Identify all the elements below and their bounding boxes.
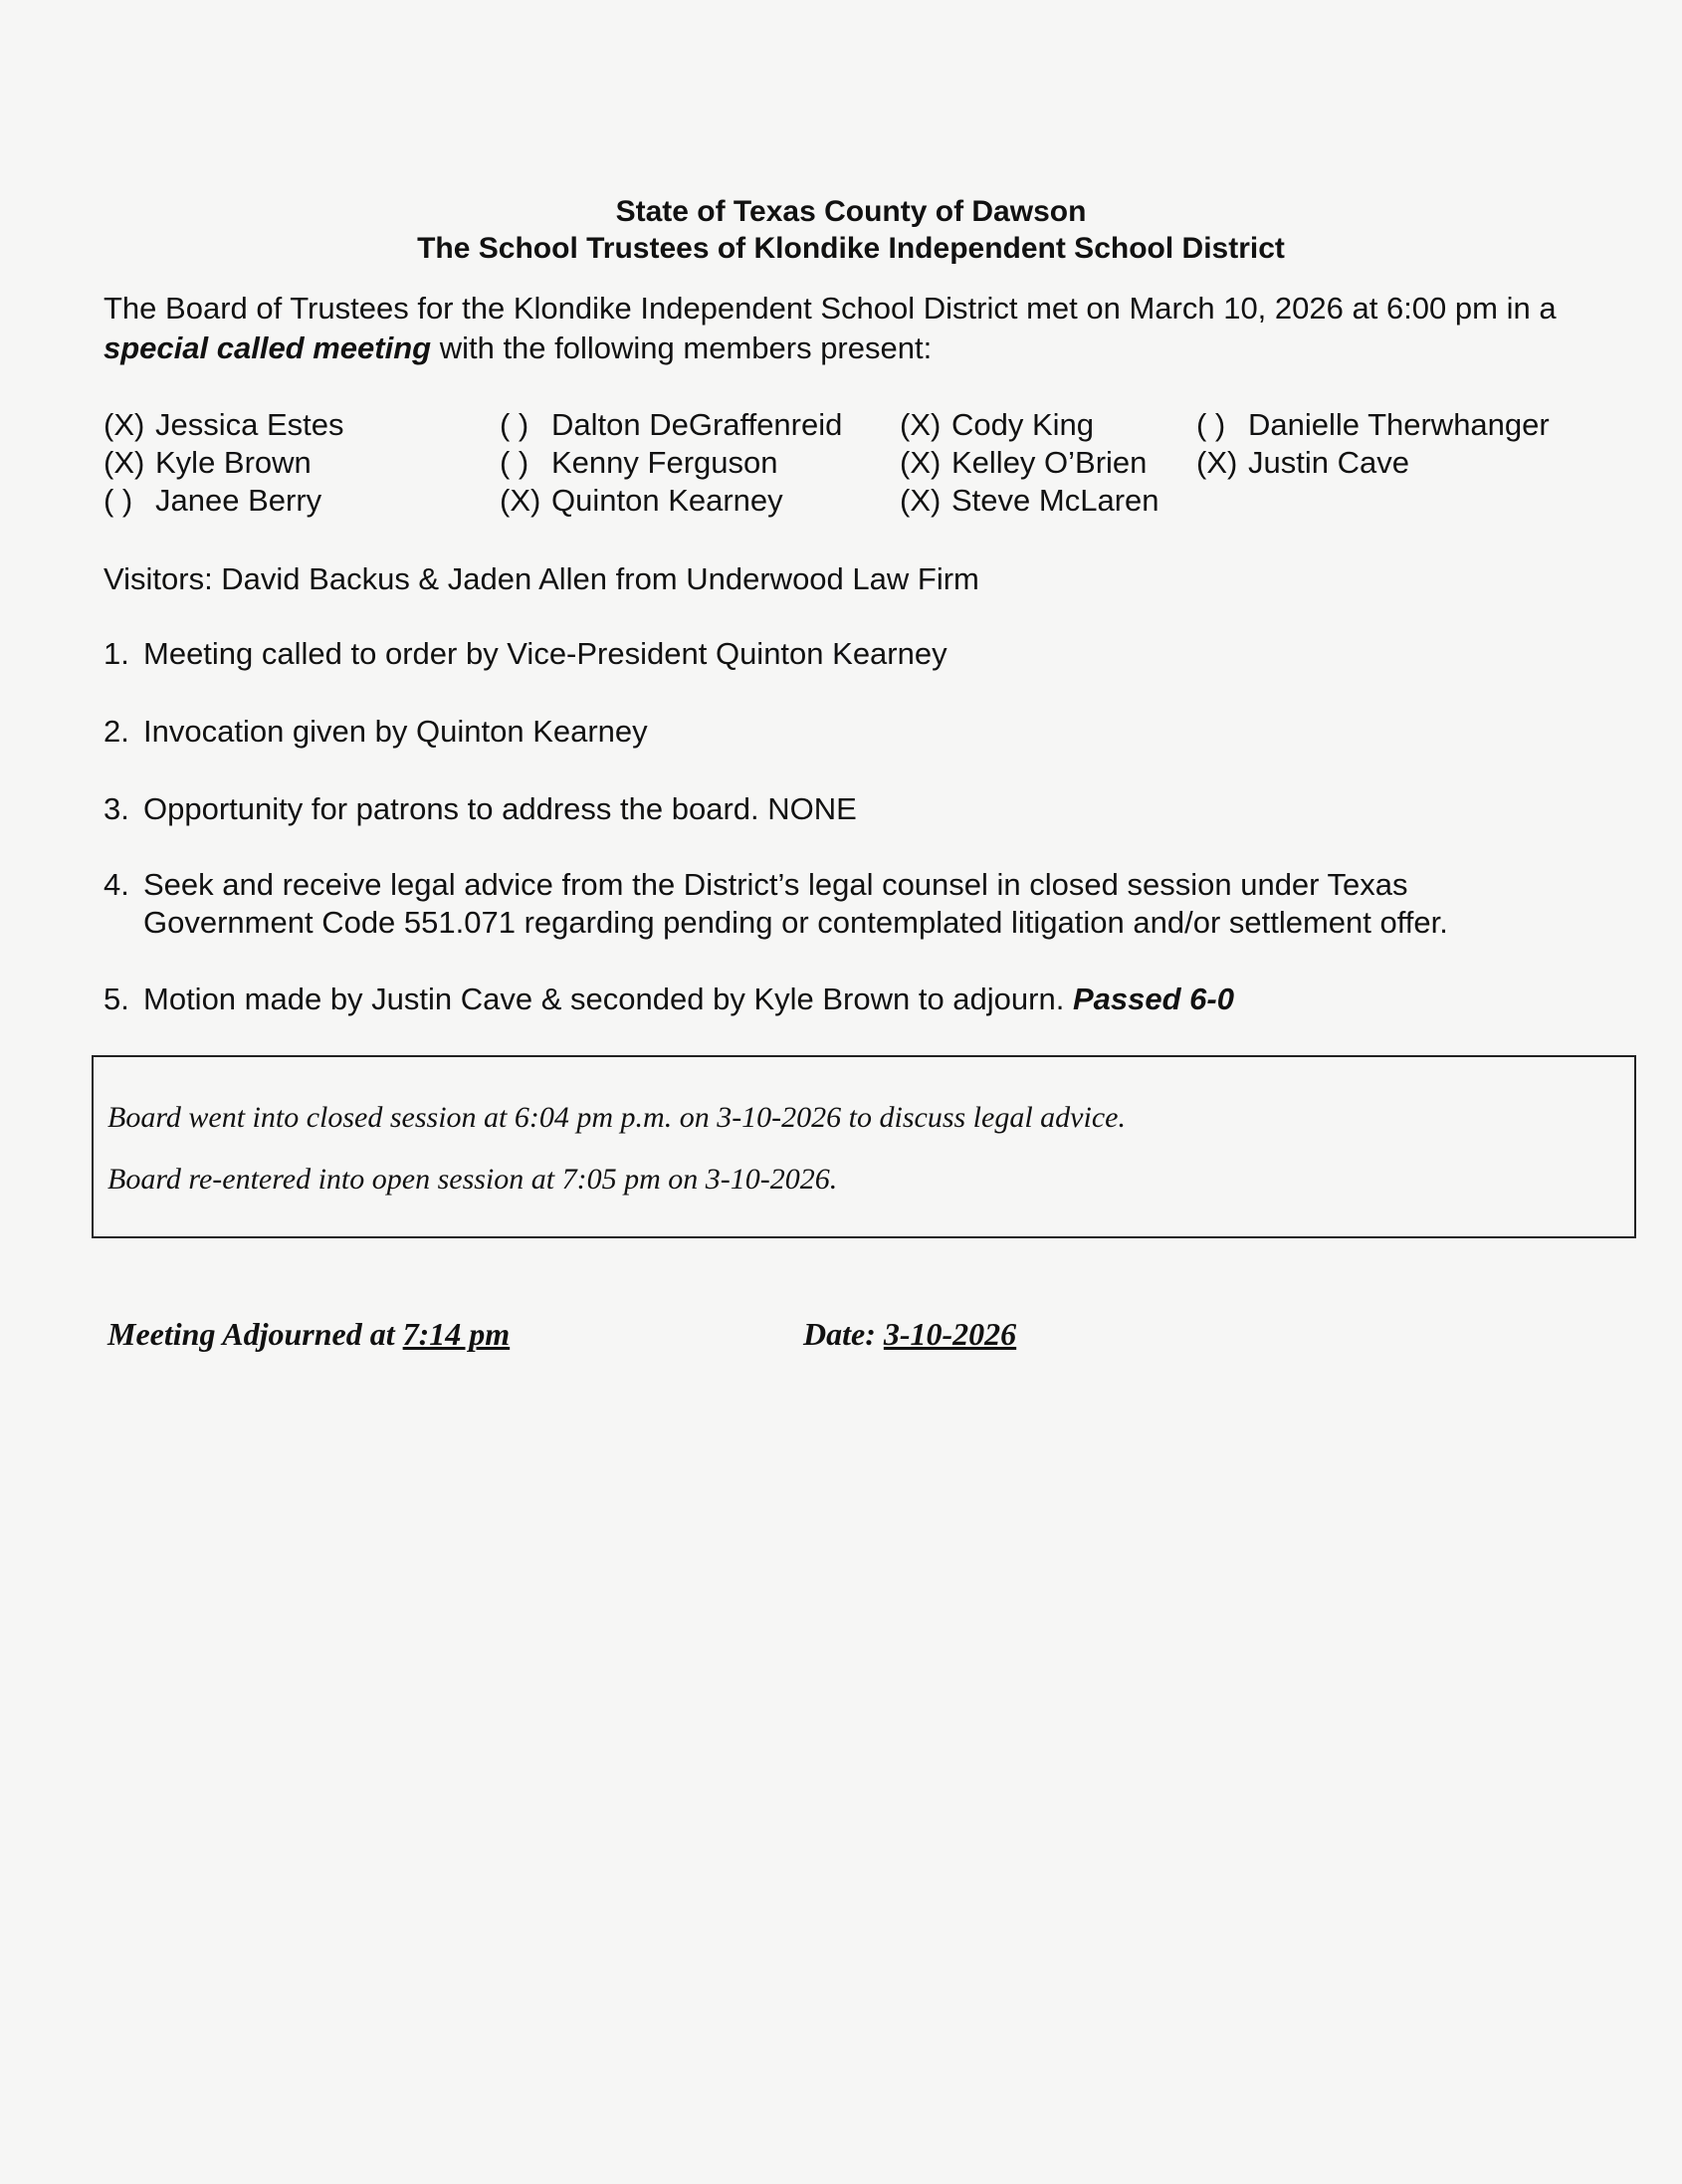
member-name: Cody King bbox=[951, 407, 1095, 442]
member-name: Justin Cave bbox=[1248, 445, 1409, 480]
meeting-date bbox=[803, 1316, 1016, 1353]
meeting-type: special called meeting bbox=[104, 330, 432, 365]
member-entry bbox=[104, 482, 321, 520]
member-name: Kelley O’Brien bbox=[951, 445, 1148, 480]
member-name: Janee Berry bbox=[155, 483, 322, 518]
agenda-item-text: Seek and receive legal advice from the District’s legal counsel in closed session under Texas bbox=[143, 867, 1408, 902]
date-value: 3-10-2026 bbox=[883, 1316, 1017, 1352]
attendance-mark: (X) bbox=[900, 445, 942, 480]
meeting-intro bbox=[104, 289, 1656, 368]
member-entry bbox=[104, 406, 344, 444]
closed-session-note: Board went into closed session at 6:04 pm p.m. on 3-10-2026 to discuss legal advice. bbox=[107, 1101, 1126, 1134]
member-name: Jessica Estes bbox=[155, 407, 344, 442]
attendance-mark: ( ) bbox=[104, 483, 133, 518]
visitors-line: Visitors: David Backus & Jaden Allen from Underwood Law Firm bbox=[104, 561, 979, 596]
attendance-mark: (X) bbox=[900, 483, 942, 518]
meeting-adjourned bbox=[107, 1316, 510, 1353]
agenda-item bbox=[104, 635, 1656, 673]
intro-text-before: The Board of Trustees for the Klondike Independent School District met on March 10, 2026 at 6:00 pm in a bbox=[104, 291, 1557, 326]
member-name: Kyle Brown bbox=[155, 445, 312, 480]
member-entry bbox=[1196, 444, 1409, 482]
agenda-item-text-continuation: Government Code 551.071 regarding pending or contemplated litigation and/or settlement offer. bbox=[143, 905, 1448, 940]
member-entry bbox=[500, 406, 842, 444]
member-name: Steve McLaren bbox=[951, 483, 1159, 518]
attendance-mark: ( ) bbox=[500, 445, 529, 480]
agenda-item-text: Motion made by Justin Cave & seconded by Kyle Brown to adjourn. bbox=[143, 982, 1073, 1016]
adjourned-time: 7:14 pm bbox=[402, 1316, 511, 1352]
attendance-mark: (X) bbox=[900, 407, 942, 442]
agenda-item-number: 3. bbox=[104, 791, 129, 826]
agenda-item-number: 2. bbox=[104, 714, 129, 749]
member-entry bbox=[900, 482, 1159, 520]
attendance-mark: ( ) bbox=[1196, 407, 1226, 442]
attendance-mark: ( ) bbox=[500, 407, 529, 442]
motion-result: Passed 6-0 bbox=[1072, 982, 1234, 1016]
session-notes-box bbox=[92, 1055, 1636, 1238]
member-name: Quinton Kearney bbox=[551, 483, 783, 518]
agenda-item bbox=[104, 866, 1656, 942]
member-name: Kenny Ferguson bbox=[551, 445, 778, 480]
member-name: Dalton DeGraffenreid bbox=[551, 407, 843, 442]
member-name: Danielle Therwhanger bbox=[1248, 407, 1550, 442]
document-title-district: The School Trustees of Klondike Independent School District bbox=[417, 232, 1285, 265]
agenda-item-number: 5. bbox=[104, 982, 129, 1016]
agenda-item-number: 1. bbox=[104, 636, 129, 671]
agenda-item bbox=[104, 790, 1656, 828]
agenda-item-number: 4. bbox=[104, 867, 129, 902]
member-entry bbox=[500, 444, 777, 482]
attendance-mark: (X) bbox=[104, 407, 145, 442]
document-title-state-county: State of Texas County of Dawson bbox=[615, 195, 1087, 228]
agenda-item bbox=[104, 981, 1656, 1018]
member-entry bbox=[900, 406, 1094, 444]
attendance-mark: (X) bbox=[1196, 445, 1238, 480]
member-entry bbox=[1196, 406, 1550, 444]
member-entry bbox=[500, 482, 783, 520]
member-entry bbox=[104, 444, 312, 482]
attendance-mark: (X) bbox=[500, 483, 541, 518]
member-entry bbox=[900, 444, 1147, 482]
attendance-mark: (X) bbox=[104, 445, 145, 480]
adjourned-label: Meeting Adjourned at bbox=[107, 1316, 403, 1352]
agenda-item-text: Opportunity for patrons to address the board. NONE bbox=[143, 791, 857, 826]
date-label: Date: bbox=[803, 1316, 884, 1352]
agenda-item-text: Meeting called to order by Vice-President Quinton Kearney bbox=[143, 636, 947, 671]
agenda-item-text: Invocation given by Quinton Kearney bbox=[143, 714, 648, 749]
intro-text-after: with the following members present: bbox=[431, 330, 933, 365]
agenda-item bbox=[104, 713, 1656, 751]
open-session-note: Board re-entered into open session at 7:05 pm on 3-10-2026. bbox=[107, 1163, 838, 1196]
